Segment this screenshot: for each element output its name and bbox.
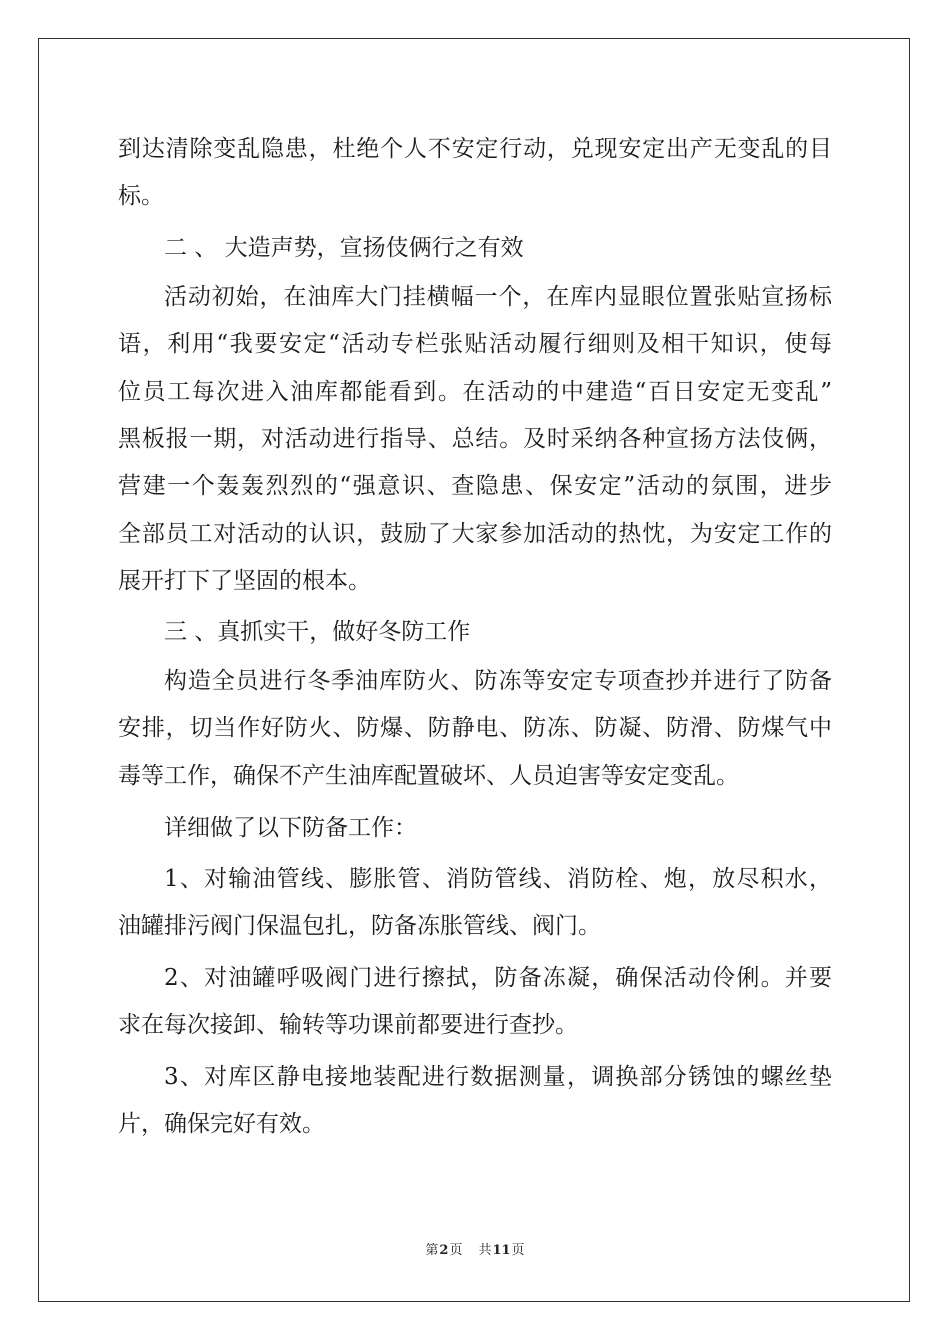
list-item-3: 3、对库区静电接地装配进行数据测量，调换部分锈蚀的螺丝垫 <box>164 1064 832 1090</box>
body-line: 活动初始，在油库大门挂横幅一个，在库内显眼位置张贴宣扬标 <box>164 284 832 310</box>
body-line: 片，确保完好有效。 <box>118 1111 325 1137</box>
body-line: 详细做了以下防备工作： <box>164 815 417 841</box>
section-heading-2: 二 、 大造声势，宣扬伎俩行之有效 <box>164 235 524 261</box>
body-line: 黑板报一期，对活动进行指导、总结。及时采纳各种宣扬方法伎俩， <box>118 426 832 452</box>
page-prefix: 第 <box>425 1243 439 1258</box>
body-line: 构造全员进行冬季油库防火、防冻等安定专项查抄并进行了防备 <box>164 668 832 694</box>
total-prefix: 共 <box>478 1243 492 1258</box>
body-line: 展开打下了坚固的根本。 <box>118 568 371 594</box>
total-suffix: 页 <box>511 1243 525 1258</box>
page-footer <box>0 1243 950 1259</box>
body-line: 求在每次接卸、输转等功课前都要进行查抄。 <box>118 1012 578 1038</box>
list-item-2: 2、对油罐呼吸阀门进行擦拭，防备冻凝，确保活动伶俐。并要 <box>164 965 832 991</box>
body-line: 标。 <box>118 183 164 209</box>
list-item-1: 1、对输油管线、膨胀管、消防管线、消防栓、炮，放尽积水， <box>164 866 832 892</box>
body-line: 全部员工对活动的认识，鼓励了大家参加活动的热忱，为安定工作的 <box>118 521 832 547</box>
page-number: 2 <box>439 1243 449 1258</box>
body-line: 语，利用“我要安定“活动专栏张贴活动履行细则及相干知识，使每 <box>118 331 832 357</box>
body-line: 油罐排污阀门保温包扎，防备冻胀管线、阀门。 <box>118 913 601 939</box>
body-line: 位员工每次进入油库都能看到。在活动的中建造“百日安定无变乱” <box>118 379 832 405</box>
total-pages: 11 <box>492 1243 511 1258</box>
body-line: 毒等工作，确保不产生油库配置破坏、人员迫害等安定变乱。 <box>118 763 739 789</box>
body-line: 到达清除变乱隐患，杜绝个人不安定行动，兑现安定出产无变乱的目 <box>118 136 832 162</box>
page-suffix: 页 <box>449 1243 463 1258</box>
body-line: 营建一个轰轰烈烈的“强意识、查隐患、保安定”活动的氛围，进步 <box>118 473 832 499</box>
body-line: 安排，切当作好防火、防爆、防静电、防冻、防凝、防滑、防煤气中 <box>118 715 832 741</box>
section-heading-3: 三 、真抓实干，做好冬防工作 <box>164 619 471 645</box>
